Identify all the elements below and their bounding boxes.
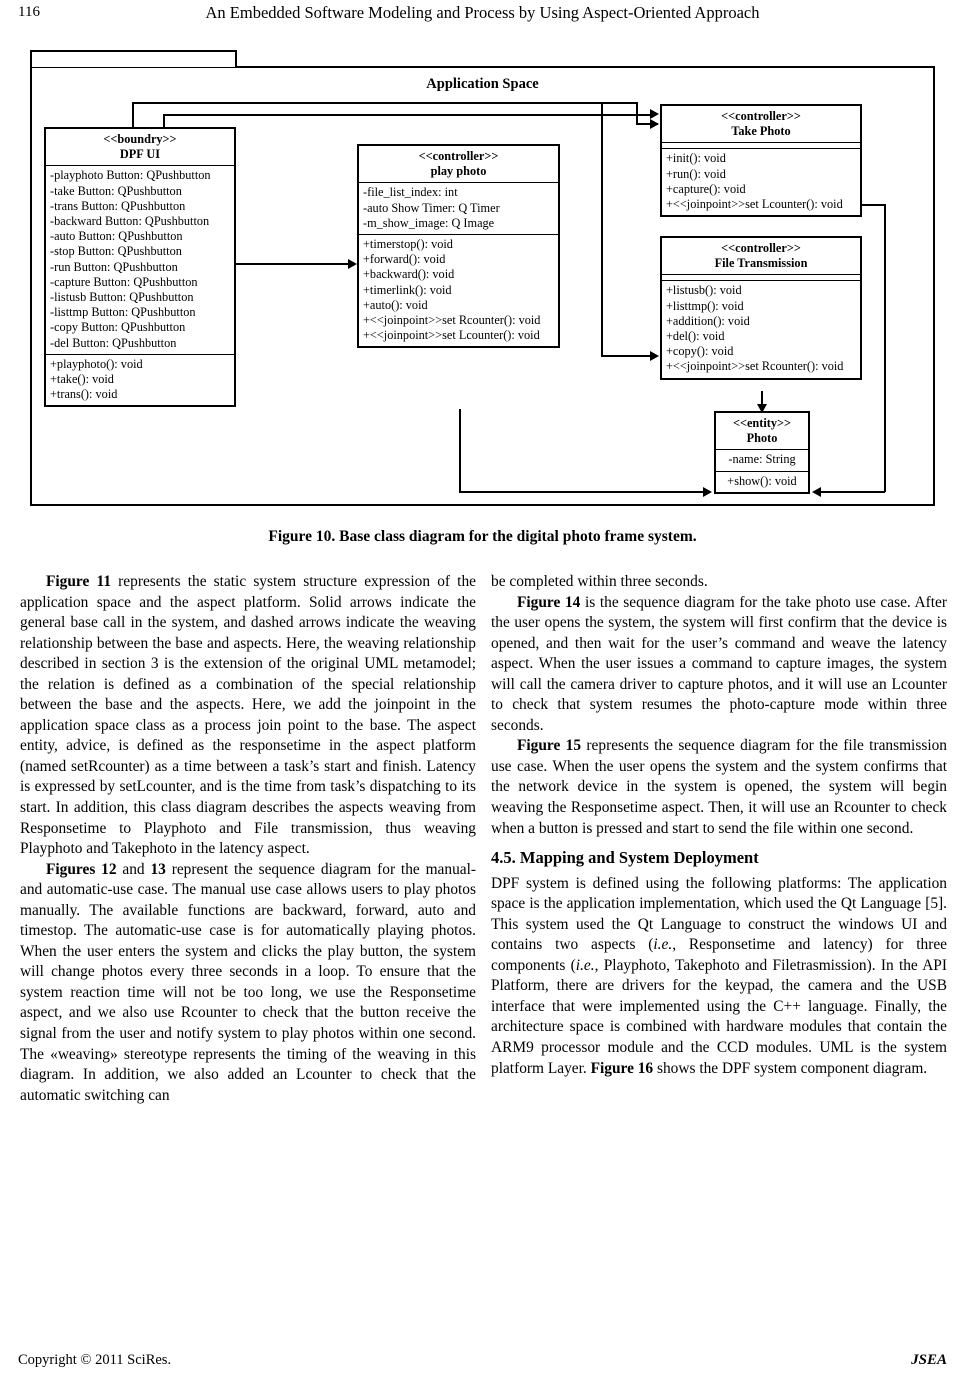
figures12-13-text: represent the sequence diagram for the manual- and automatic-use case. The manual use case allows users to play photos manually. The available functions are backward, forward, auto and timestop. The automatic-use case is for automatically playing photos. When the user enters the system and clicks the play button, the system will change photos every three seconds in a loop. To ensure that the system reaction time will not be too long, we use the Responsetime aspect, and we also use Rcounter to check that the button receive the signal from the user and notify system to play photos within one second. The «weaving» stereotype represents the timing of the weaving in this diagram. In addition, we also added an Lcounter to check that the automatic switching can	[20, 860, 476, 1104]
connector-playphoto-photo-h	[459, 491, 708, 493]
attribute: -name: String	[728, 452, 796, 467]
paragraph-continued: be completed within three seconds.	[491, 573, 708, 590]
connector-takephoto-photo-h1	[861, 204, 885, 206]
class-file-transmission-header	[662, 238, 860, 275]
operation: +copy(): void	[666, 344, 734, 359]
class-play-photo[interactable]	[357, 144, 560, 348]
attribute: -run Button: QPushbutton	[50, 259, 178, 274]
attribute: -take Button: QPushbutton	[50, 183, 182, 198]
operation: +del(): void	[666, 329, 725, 344]
class-file-transmission-operations	[662, 281, 860, 377]
class-dpf-ui[interactable]	[44, 127, 236, 407]
connector-filetrans-v	[601, 104, 603, 356]
connector-takephoto-photo-v	[884, 204, 886, 492]
attribute: -file_list_index: int	[363, 185, 458, 200]
operation: +<<joinpoint>>set Lcounter(): void	[666, 197, 843, 212]
operation: +backward(): void	[363, 267, 455, 282]
operation: +timerlink(): void	[363, 282, 452, 297]
package-title: Application Space	[426, 76, 539, 92]
arrowhead-filetransmission-left	[650, 351, 659, 361]
class-photo-stereotype: <<entity>>	[732, 416, 792, 430]
attribute: -listusb Button: QPushbutton	[50, 290, 194, 305]
paragraph-figure11	[20, 572, 476, 860]
class-photo-name: Photo	[746, 431, 778, 446]
arrowhead-takephoto-top-2	[650, 109, 659, 119]
attribute: -listtmp Button: QPushbutton	[50, 305, 196, 320]
class-play-photo-name: play photo	[430, 164, 487, 179]
attribute: -del Button: QPushbutton	[50, 335, 177, 350]
ie-italic-2: i.e.	[575, 956, 595, 974]
class-file-transmission-name: File Transmission	[714, 256, 808, 271]
class-dpf-ui-operations	[46, 355, 234, 406]
paragraph-figures12-13	[20, 860, 476, 1107]
operation: +init(): void	[666, 151, 726, 166]
figure14-ref: Figure 14	[517, 593, 581, 611]
figure11-ref: Figure 11	[46, 573, 112, 590]
arrowhead-playphoto-left	[348, 259, 357, 269]
paragraph-figure14	[491, 593, 947, 737]
operation: +trans(): void	[50, 387, 118, 402]
class-dpf-ui-header	[46, 129, 234, 166]
class-dpf-ui-stereotype: <<boundry>>	[103, 132, 177, 146]
class-dpf-ui-attributes	[46, 166, 234, 354]
paragraph-deployment	[491, 874, 947, 1079]
copyright-notice: Copyright © 2011 SciRes.	[18, 1352, 172, 1368]
class-take-photo-stereotype: <<controller>>	[721, 109, 801, 123]
connector-dpfui-playphoto	[236, 263, 354, 265]
class-photo-header	[716, 413, 808, 450]
operation: +show(): void	[727, 473, 797, 488]
figure11-text: represents the static system structure expression of the application space and the aspect platform. Solid arrows indicate the general base call in the system, and dashed arrows indicate the weaving relationship between the base and aspects. Here, the weaving relationship described in section 3 is the extension of the original UML metamodel; the relation is defined as a combination of the special relationship between the base and the aspects. Here, we add the joinpoint in the application space class as a process join point to the base. The aspect entity, advice, is defined as the responsetime in the aspect platform (named setRcounter) as a time between a task’s start and finish. Latency is expressed by setLcounter, and is the time from task’s dispatching to its start. In addition, this class diagram describes the aspects weaving from Responsetime to Playphoto and File transmission, thus weaving Playphoto and Takephoto in the latency aspect.	[20, 573, 476, 858]
left-column	[20, 572, 476, 1106]
operation: +listusb(): void	[666, 283, 742, 298]
operation: +run(): void	[666, 166, 726, 181]
operation: +addition(): void	[666, 313, 750, 328]
arrowhead-photo-right	[812, 487, 821, 497]
attribute: -backward Button: QPushbutton	[50, 214, 210, 229]
operation: +capture(): void	[666, 181, 746, 196]
attribute: -auto Show Timer: Q Timer	[363, 200, 500, 215]
figure15-text: represents the sequence diagram for the file transmission use case. When the user opens the system and the system confirms that the network device in the system is opened, the system will begin weaving the Responsetime aspect. Then, it will use an Rcounter to check when a button is pressed and start to send the file within one second.	[491, 737, 947, 837]
attribute: -auto Button: QPushbutton	[50, 229, 183, 244]
class-take-photo-operations	[662, 149, 860, 215]
running-head-title: An Embedded Software Modeling and Process by Using Aspect-Oriented Approach	[205, 3, 760, 22]
connector-dpfui-takephoto-v1	[132, 102, 134, 130]
class-photo-attributes	[716, 450, 808, 471]
class-take-photo-name: Take Photo	[731, 124, 791, 139]
attribute: -trans Button: QPushbutton	[50, 198, 186, 213]
figure-10	[0, 44, 965, 556]
package-tab	[30, 50, 237, 67]
deployment-text-b: , Responsetime and latency) for three components (	[491, 936, 947, 974]
attribute: -stop Button: QPushbutton	[50, 244, 182, 259]
class-photo-operations	[716, 472, 808, 492]
operation: +timerstop(): void	[363, 237, 453, 252]
connector-dpfui-b-h1	[163, 114, 653, 116]
connector-dpfui-takephoto-h1	[132, 102, 638, 104]
figure13-ref: 13	[150, 860, 166, 878]
operation: +<<joinpoint>>set Lcounter(): void	[363, 328, 540, 343]
paragraph-figure15	[491, 736, 947, 839]
journal-abbreviation: JSEA	[911, 1352, 947, 1368]
class-photo[interactable]	[714, 411, 810, 494]
figure14-text: is the sequence diagram for the take photo use case. After the user opens the system, the system will first confirm that the device is opened, and then wait for the user’s command and weave the latency aspect. When the user issues a command to capture images, the system will call the camera driver to capture photos, and it will use an Lcounter to check that system resumes the photo-capture mode within three seconds.	[491, 593, 948, 734]
attribute: -copy Button: QPushbutton	[50, 320, 186, 335]
connector-filetrans-h	[601, 355, 656, 357]
right-column	[491, 572, 947, 1079]
attribute: -playphoto Button: QPushbutton	[50, 168, 211, 183]
arrowhead-photo-top	[757, 404, 767, 413]
class-play-photo-operations	[359, 235, 558, 346]
operation: +<<joinpoint>>set Rcounter(): void	[363, 313, 541, 328]
class-play-photo-header	[359, 146, 558, 183]
operation: +take(): void	[50, 372, 114, 387]
arrowhead-takephoto-top	[650, 119, 659, 129]
operation: +forward(): void	[363, 252, 446, 267]
class-play-photo-attributes	[359, 183, 558, 235]
section-heading-4-5: 4.5. Mapping and System Deployment	[491, 848, 759, 868]
operation: +<<joinpoint>>set Rcounter(): void	[666, 359, 844, 374]
operation: +auto(): void	[363, 297, 428, 312]
deployment-text-d: shows the DPF system component diagram.	[653, 1059, 928, 1077]
operation: +playphoto(): void	[50, 356, 143, 371]
running-head	[0, 0, 965, 34]
attribute: -m_show_image: Q Image	[363, 215, 495, 230]
deployment-text-c: , Playphoto, Takephoto and Filetrasmission). In the API Platform, there are drivers for the keypad, the camera and the USB interface that were implemented using the C++ language. Finally, the architecture space is combined with hardware modules that contain the ARM9 processor module and the CCD modules. UML is the system platform Layer.	[491, 956, 947, 1077]
class-take-photo-header	[662, 106, 860, 143]
class-dpf-ui-name: DPF UI	[119, 147, 161, 162]
page-footer	[0, 1352, 965, 1376]
class-file-transmission[interactable]	[660, 236, 862, 380]
and-joiner: and	[116, 860, 151, 878]
page-number: 116	[18, 4, 40, 20]
connector-playphoto-photo-v	[459, 409, 461, 492]
class-take-photo[interactable]	[660, 104, 862, 217]
ie-italic-1: i.e.	[653, 936, 673, 954]
figures12-ref: Figures 12	[46, 860, 117, 878]
figure16-ref: Figure 16	[590, 1059, 654, 1077]
connector-takephoto-photo-h2	[820, 491, 885, 493]
operation: +listtmp(): void	[666, 298, 744, 313]
figure-caption: Figure 10. Base class diagram for the digital photo frame system.	[268, 528, 697, 545]
class-file-transmission-stereotype: <<controller>>	[721, 241, 801, 255]
attribute: -capture Button: QPushbutton	[50, 274, 198, 289]
class-play-photo-stereotype: <<controller>>	[418, 149, 499, 163]
arrowhead-photo-left	[703, 487, 712, 497]
figure15-ref: Figure 15	[517, 737, 582, 755]
deployment-text-a: DPF system is defined using the following platforms: The application space is the application implementation, which used the Qt Language [5]. This system used the Qt Language to construct the windows UI and contains two aspects (	[491, 874, 947, 954]
